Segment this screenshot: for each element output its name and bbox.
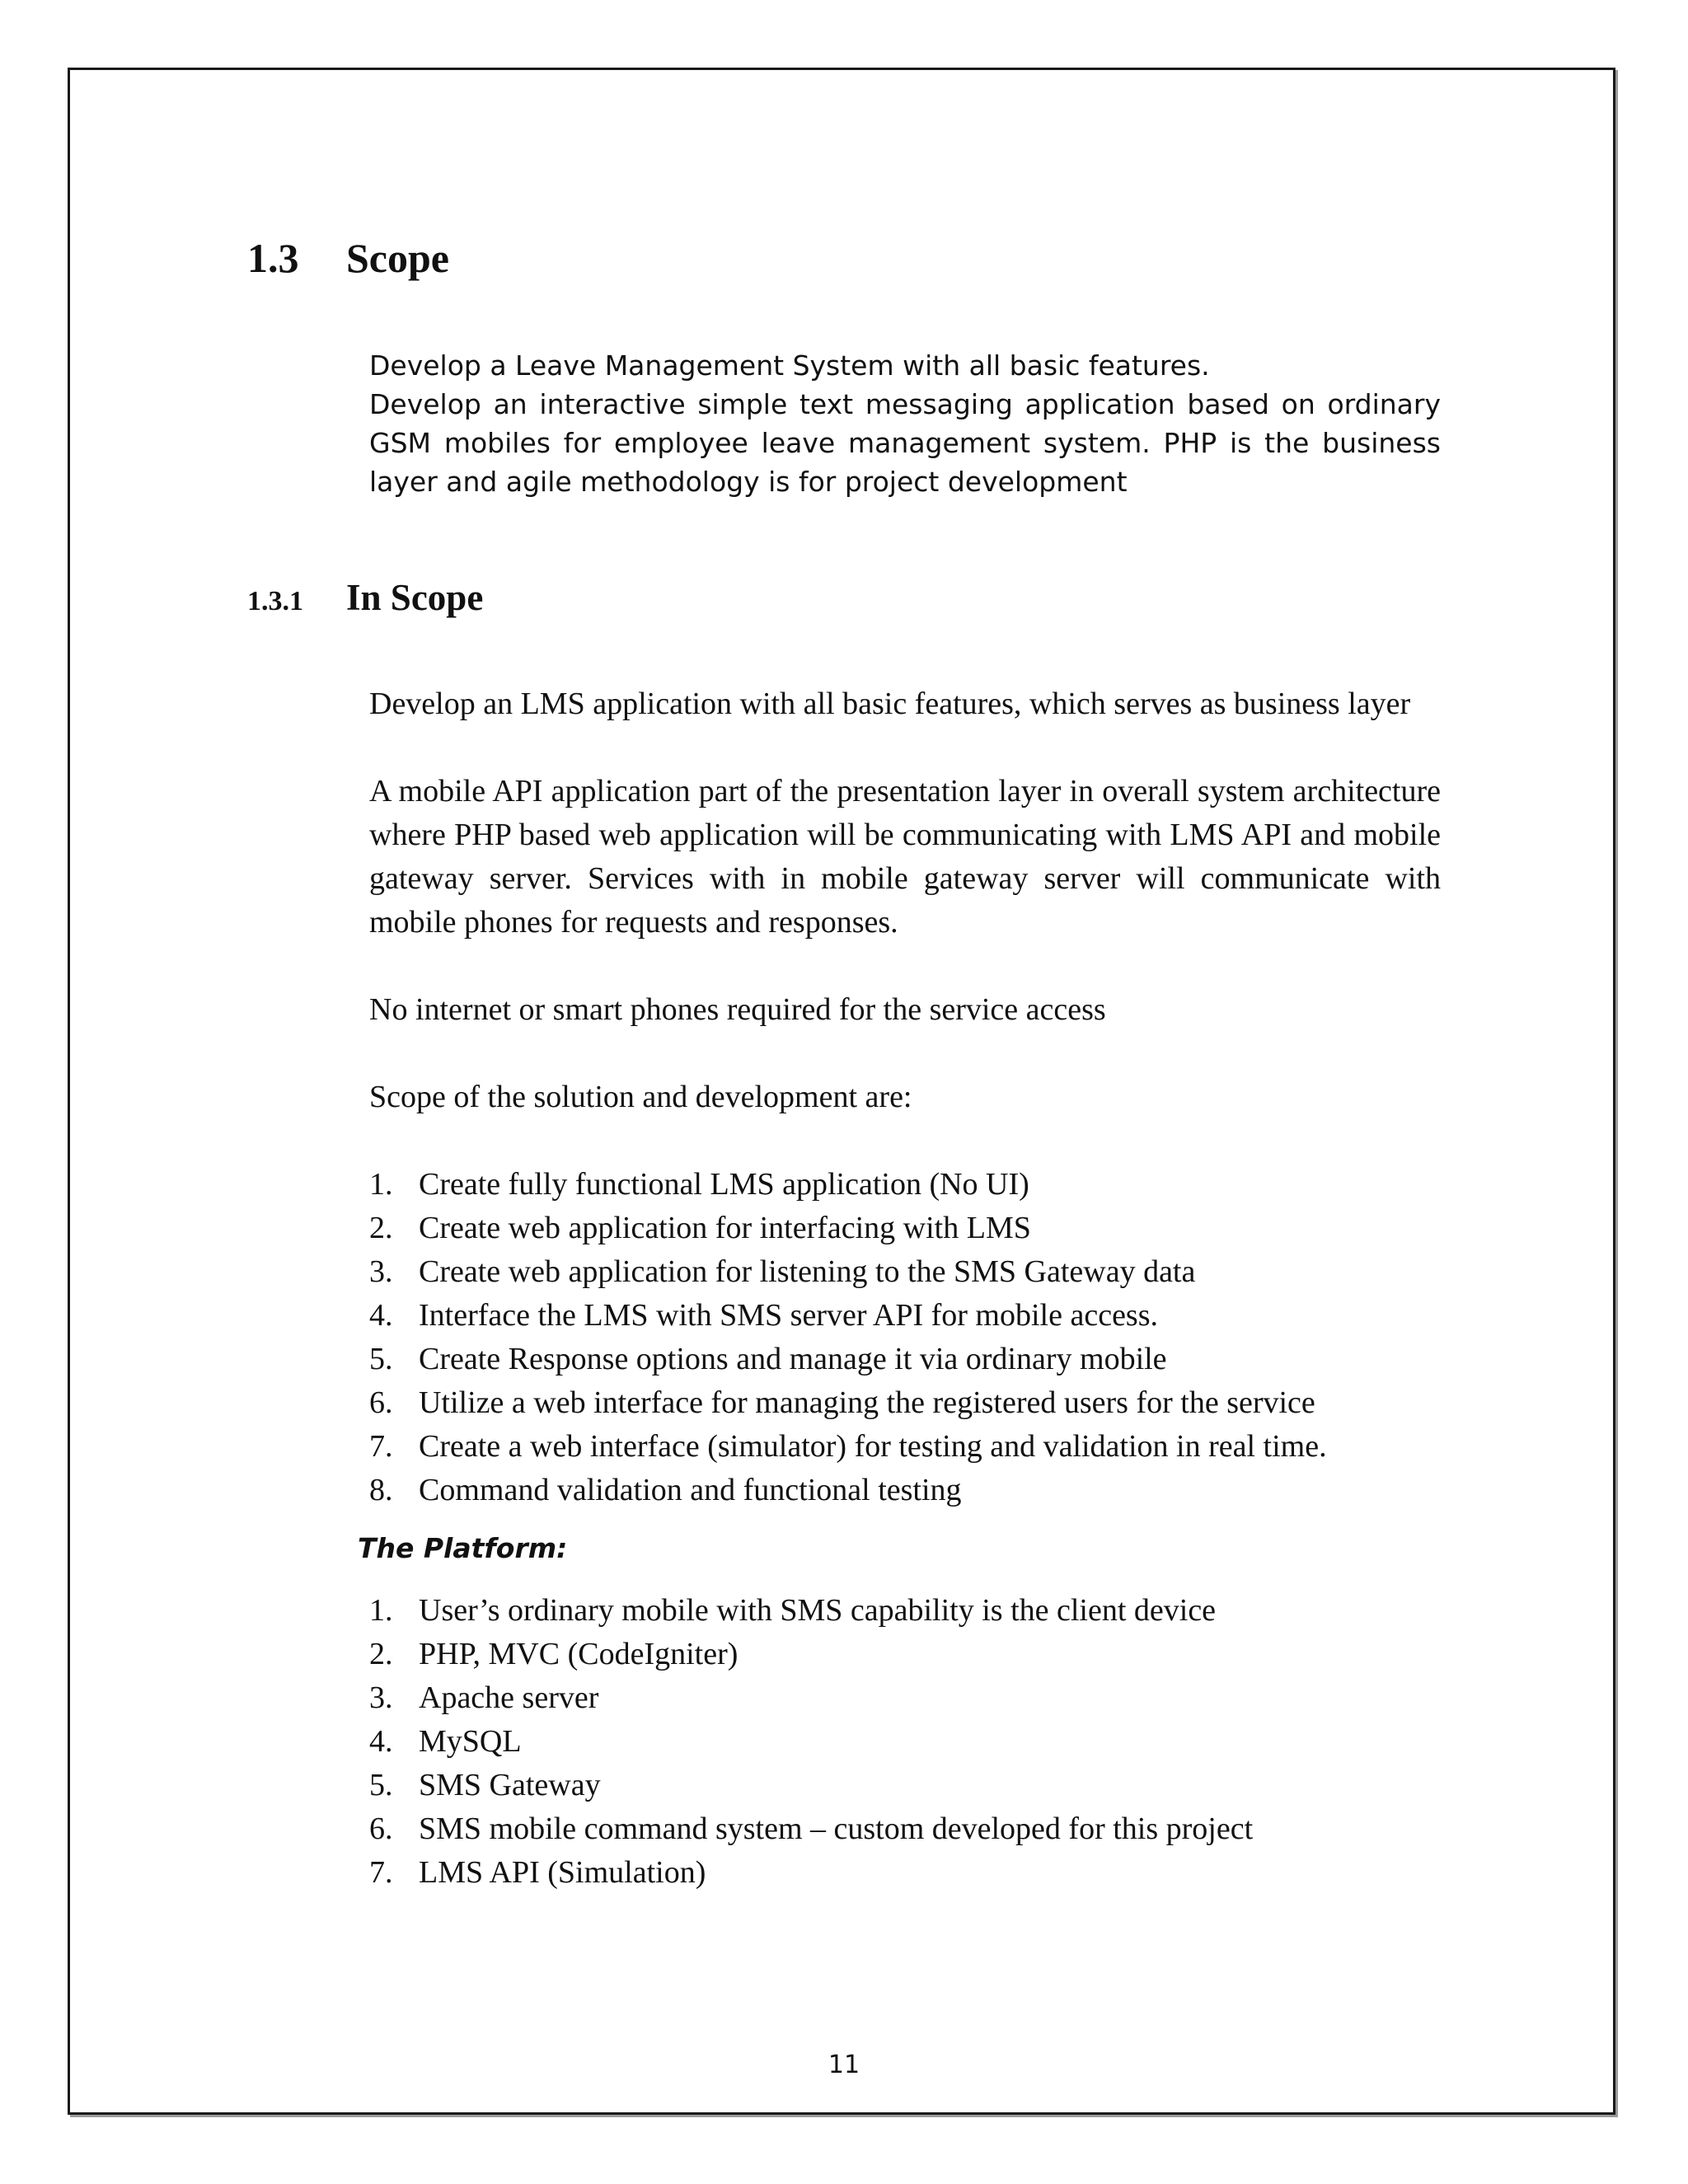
- list-item: 7. LMS API (Simulation): [369, 1855, 706, 1890]
- paragraph-lms: Develop an LMS application with all basic features, which serves as business layer: [369, 687, 1411, 721]
- list-item: 5. SMS Gateway: [369, 1768, 601, 1802]
- platform-list: [369, 1589, 1441, 1895]
- subsection-title: In Scope: [346, 577, 484, 618]
- scope-intro-line-1: Develop a Leave Management System with all basic features.: [369, 349, 1210, 382]
- platform-heading: The Platform:: [358, 1532, 568, 1564]
- section-number: 1.3: [247, 235, 299, 281]
- scope-intro-line-2: Develop an interactive simple text messaging application based on ordinary GSM mobiles for employee leave management system. PHP is the business layer and agile methodology is for project development: [369, 388, 1441, 498]
- list-item: 2. PHP, MVC (CodeIgniter): [369, 1637, 738, 1671]
- page-number: 11: [828, 2050, 860, 2079]
- list-item: 3. Apache server: [369, 1680, 599, 1715]
- list-item: 3. Create web application for listening to the SMS Gateway data: [369, 1254, 1196, 1289]
- list-item: 6. Utilize a web interface for managing the registered users for the service: [369, 1385, 1315, 1420]
- section-heading: [247, 229, 449, 287]
- list-item: 1. User’s ordinary mobile with SMS capability is the client device: [369, 1593, 1217, 1628]
- list-item: 6. SMS mobile command system – custom developed for this project: [369, 1811, 1254, 1846]
- subsection-number: 1.3.1: [247, 586, 303, 616]
- list-item: 5. Create Response options and manage it via ordinary mobile: [369, 1342, 1167, 1376]
- list-item: 2. Create web application for interfacing with LMS: [369, 1211, 1031, 1245]
- in-scope-body: [358, 682, 1441, 1895]
- paragraph-mobile-api: A mobile API application part of the presentation layer in overall system architecture where PHP based web application will be communicating with LMS API and mobile gateway server. Services with in mobile gateway server will communicate with mobile phones for requests and responses.: [369, 774, 1441, 940]
- list-item: 4. Interface the LMS with SMS server API for mobile access.: [369, 1298, 1159, 1333]
- list-item: 8. Command validation and functional testing: [369, 1473, 962, 1507]
- list-item: 1. Create fully functional LMS application (No UI): [369, 1167, 1029, 1202]
- subsection-heading: [247, 573, 483, 631]
- section-title: Scope: [346, 235, 449, 281]
- list-item: 4. MySQL: [369, 1724, 522, 1759]
- scope-list: [369, 1163, 1441, 1512]
- paragraph-no-internet: No internet or smart phones required for the service access: [369, 992, 1106, 1027]
- paragraph-scope-intro: Scope of the solution and development are:: [369, 1080, 912, 1114]
- scope-intro: [369, 346, 1441, 501]
- list-item: 7. Create a web interface (simulator) for testing and validation in real time.: [369, 1429, 1327, 1464]
